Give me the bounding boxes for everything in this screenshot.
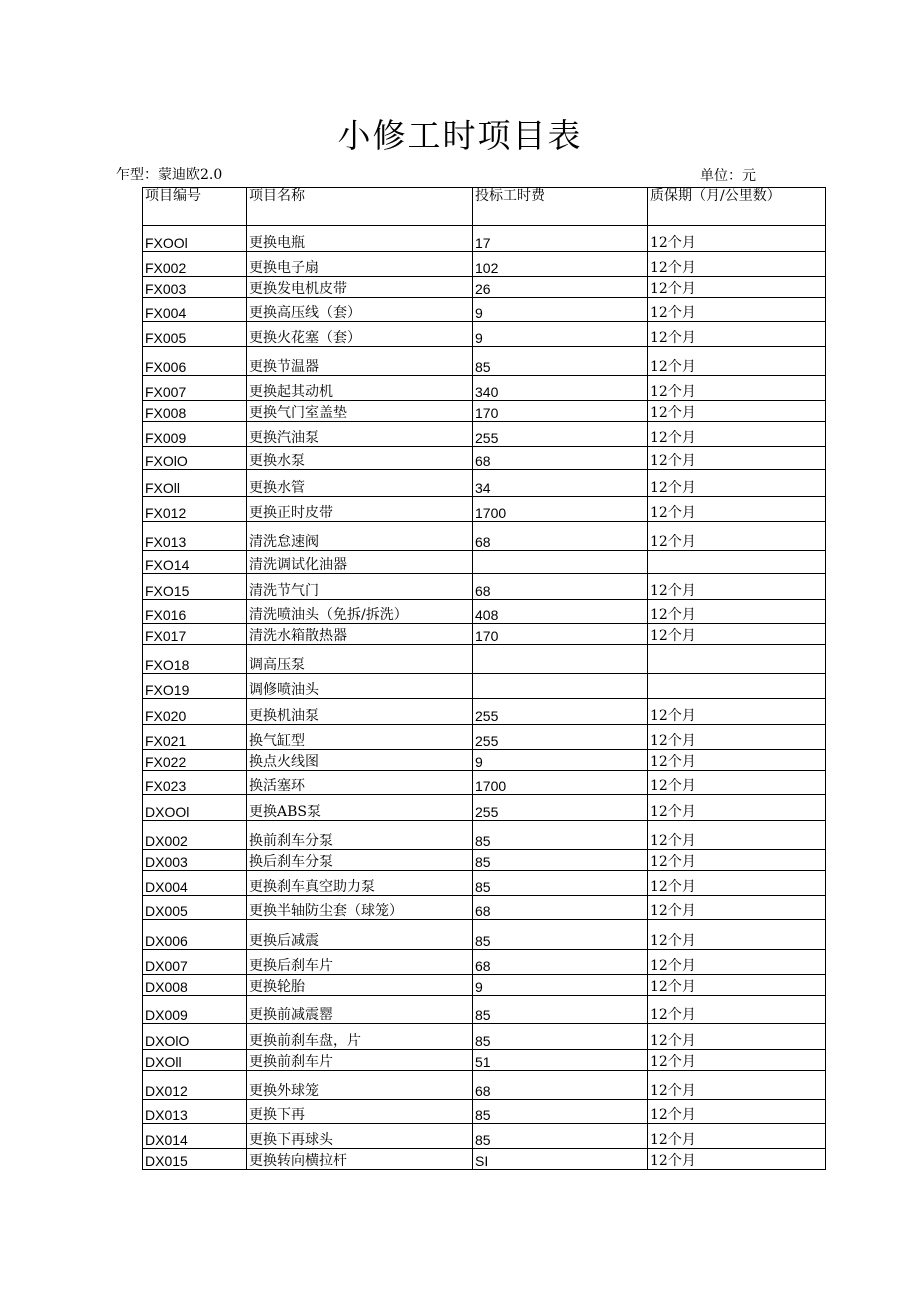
table-row bbox=[143, 1124, 826, 1149]
item-code: FXO15 bbox=[143, 574, 247, 600]
item-code: FX022 bbox=[143, 750, 247, 771]
item-name: 更换前减震罂 bbox=[247, 996, 473, 1024]
item-warranty: 12个月 bbox=[648, 896, 826, 920]
item-code: FXO14 bbox=[143, 551, 247, 574]
header-name: 项目名称 bbox=[247, 188, 473, 226]
item-name: 换气缸型 bbox=[247, 725, 473, 750]
item-code: FX013 bbox=[143, 522, 247, 551]
item-fee: 9 bbox=[473, 975, 648, 996]
item-name: 更换水泵 bbox=[247, 447, 473, 470]
item-code: FXO19 bbox=[143, 674, 247, 699]
item-code: FX008 bbox=[143, 401, 247, 422]
item-fee: 255 bbox=[473, 795, 648, 821]
table-row bbox=[143, 1071, 826, 1100]
item-warranty bbox=[648, 645, 826, 674]
item-fee: 170 bbox=[473, 401, 648, 422]
item-code: FXOlO bbox=[143, 447, 247, 470]
table-row bbox=[143, 975, 826, 996]
table-row bbox=[143, 226, 826, 252]
item-code: DXOll bbox=[143, 1050, 247, 1071]
item-fee: 68 bbox=[473, 896, 648, 920]
table-row bbox=[143, 896, 826, 920]
item-code: DX002 bbox=[143, 821, 247, 850]
item-name: 换活塞环 bbox=[247, 771, 473, 795]
item-name: 更换半轴防尘套（球笼） bbox=[247, 896, 473, 920]
item-warranty: 12个月 bbox=[648, 1071, 826, 1100]
item-code: DX006 bbox=[143, 920, 247, 950]
item-fee: 85 bbox=[473, 850, 648, 871]
item-fee: 408 bbox=[473, 600, 648, 624]
item-code: DX004 bbox=[143, 871, 247, 896]
table-row bbox=[143, 347, 826, 376]
item-code: DXOlO bbox=[143, 1024, 247, 1050]
item-name: 更换前刹车片 bbox=[247, 1050, 473, 1071]
table-row bbox=[143, 376, 826, 401]
item-fee: 85 bbox=[473, 1124, 648, 1149]
table-row bbox=[143, 920, 826, 950]
item-fee bbox=[473, 674, 648, 699]
item-warranty: 12个月 bbox=[648, 725, 826, 750]
header-warranty: 质保期（月/公里数） bbox=[648, 188, 826, 226]
item-fee: 9 bbox=[473, 298, 648, 322]
item-warranty: 12个月 bbox=[648, 1100, 826, 1124]
item-name: 更换起其动机 bbox=[247, 376, 473, 401]
header-fee: 投标工时费 bbox=[473, 188, 648, 226]
item-fee: 85 bbox=[473, 920, 648, 950]
item-code: DX007 bbox=[143, 950, 247, 975]
table-row bbox=[143, 771, 826, 795]
item-fee: 68 bbox=[473, 950, 648, 975]
item-code: FX002 bbox=[143, 252, 247, 277]
item-warranty: 12个月 bbox=[648, 447, 826, 470]
item-name: 换后刹车分泵 bbox=[247, 850, 473, 871]
item-name: 更换转向横拉杆 bbox=[247, 1149, 473, 1170]
table-row bbox=[143, 750, 826, 771]
table-row bbox=[143, 645, 826, 674]
item-code: DXOOl bbox=[143, 795, 247, 821]
item-code: FX005 bbox=[143, 322, 247, 347]
item-fee: 85 bbox=[473, 1100, 648, 1124]
item-warranty: 12个月 bbox=[648, 470, 826, 497]
item-code: FX021 bbox=[143, 725, 247, 750]
item-warranty: 12个月 bbox=[648, 699, 826, 725]
item-code: FXOll bbox=[143, 470, 247, 497]
item-code: FX012 bbox=[143, 497, 247, 522]
item-warranty: 12个月 bbox=[648, 950, 826, 975]
item-fee: 170 bbox=[473, 624, 648, 645]
item-fee: 1700 bbox=[473, 497, 648, 522]
item-fee: 340 bbox=[473, 376, 648, 401]
item-warranty: 12个月 bbox=[648, 226, 826, 252]
table-row bbox=[143, 470, 826, 497]
item-warranty: 12个月 bbox=[648, 600, 826, 624]
table-row bbox=[143, 298, 826, 322]
table-header-row bbox=[143, 188, 826, 226]
table-row bbox=[143, 574, 826, 600]
item-warranty: 12个月 bbox=[648, 1149, 826, 1170]
item-fee: 26 bbox=[473, 277, 648, 298]
item-code: FX009 bbox=[143, 422, 247, 447]
item-warranty: 12个月 bbox=[648, 1050, 826, 1071]
item-fee: 68 bbox=[473, 574, 648, 600]
item-name: 清洗怠速阀 bbox=[247, 522, 473, 551]
item-name: 换前刹车分泵 bbox=[247, 821, 473, 850]
table-row bbox=[143, 401, 826, 422]
item-name: 更换下再 bbox=[247, 1100, 473, 1124]
item-code: DX013 bbox=[143, 1100, 247, 1124]
item-warranty: 12个月 bbox=[648, 750, 826, 771]
table-row bbox=[143, 422, 826, 447]
item-code: DX009 bbox=[143, 996, 247, 1024]
item-code: FX003 bbox=[143, 277, 247, 298]
page-title: 小修工时项目表 bbox=[337, 116, 583, 155]
item-fee: 102 bbox=[473, 252, 648, 277]
item-warranty: 12个月 bbox=[648, 1024, 826, 1050]
item-fee: 255 bbox=[473, 725, 648, 750]
item-fee: 68 bbox=[473, 1071, 648, 1100]
item-warranty: 12个月 bbox=[648, 347, 826, 376]
table-row bbox=[143, 252, 826, 277]
item-fee: 68 bbox=[473, 522, 648, 551]
item-code: FX023 bbox=[143, 771, 247, 795]
item-name: 调修喷油头 bbox=[247, 674, 473, 699]
item-fee: 255 bbox=[473, 699, 648, 725]
currency-unit: 单位：元 bbox=[700, 168, 756, 184]
item-name: 更换下再球头 bbox=[247, 1124, 473, 1149]
item-warranty: 12个月 bbox=[648, 821, 826, 850]
item-warranty: 12个月 bbox=[648, 1124, 826, 1149]
table-row bbox=[143, 322, 826, 347]
item-warranty: 12个月 bbox=[648, 850, 826, 871]
item-warranty: 12个月 bbox=[648, 975, 826, 996]
item-name: 更换ABS泵 bbox=[247, 795, 473, 821]
table-row bbox=[143, 871, 826, 896]
table-row bbox=[143, 996, 826, 1024]
item-code: FX017 bbox=[143, 624, 247, 645]
item-code: FX016 bbox=[143, 600, 247, 624]
table-row bbox=[143, 277, 826, 298]
table-row bbox=[143, 497, 826, 522]
item-fee: 85 bbox=[473, 347, 648, 376]
item-warranty: 12个月 bbox=[648, 795, 826, 821]
item-code: DX008 bbox=[143, 975, 247, 996]
item-fee bbox=[473, 551, 648, 574]
item-code: DX014 bbox=[143, 1124, 247, 1149]
item-warranty: 12个月 bbox=[648, 401, 826, 422]
item-name: 更换机油泵 bbox=[247, 699, 473, 725]
table-row bbox=[143, 447, 826, 470]
labor-hours-table bbox=[142, 187, 826, 1170]
item-name: 更换高压线（套） bbox=[247, 298, 473, 322]
item-fee: 85 bbox=[473, 1024, 648, 1050]
table-row bbox=[143, 1100, 826, 1124]
item-warranty: 12个月 bbox=[648, 871, 826, 896]
item-code: DX012 bbox=[143, 1071, 247, 1100]
vehicle-model: 乍型：蒙迪欧2.0 bbox=[116, 167, 223, 183]
item-code: FX007 bbox=[143, 376, 247, 401]
item-fee: 17 bbox=[473, 226, 648, 252]
item-fee: 1700 bbox=[473, 771, 648, 795]
item-warranty: 12个月 bbox=[648, 624, 826, 645]
item-name: 更换后刹车片 bbox=[247, 950, 473, 975]
item-name: 更换气门室盖垫 bbox=[247, 401, 473, 422]
item-warranty: 12个月 bbox=[648, 298, 826, 322]
table-row bbox=[143, 674, 826, 699]
item-fee bbox=[473, 645, 648, 674]
table-row bbox=[143, 1050, 826, 1071]
item-name: 更换水管 bbox=[247, 470, 473, 497]
item-name: 更换前刹车盘，片 bbox=[247, 1024, 473, 1050]
table-row bbox=[143, 624, 826, 645]
table-row bbox=[143, 600, 826, 624]
item-warranty bbox=[648, 551, 826, 574]
item-name: 更换发电机皮带 bbox=[247, 277, 473, 298]
table-row bbox=[143, 699, 826, 725]
item-code: FXO18 bbox=[143, 645, 247, 674]
item-name: 更换后减震 bbox=[247, 920, 473, 950]
item-name: 清洗调试化油器 bbox=[247, 551, 473, 574]
item-warranty: 12个月 bbox=[648, 376, 826, 401]
item-fee: 85 bbox=[473, 821, 648, 850]
item-warranty: 12个月 bbox=[648, 322, 826, 347]
table-row bbox=[143, 1149, 826, 1170]
item-name: 更换火花塞（套） bbox=[247, 322, 473, 347]
item-code: FX004 bbox=[143, 298, 247, 322]
item-name: 调高压泵 bbox=[247, 645, 473, 674]
item-warranty: 12个月 bbox=[648, 497, 826, 522]
item-code: FXOOl bbox=[143, 226, 247, 252]
item-fee: 85 bbox=[473, 871, 648, 896]
item-code: FX006 bbox=[143, 347, 247, 376]
item-fee: 68 bbox=[473, 447, 648, 470]
item-fee: 85 bbox=[473, 996, 648, 1024]
item-warranty: 12个月 bbox=[648, 422, 826, 447]
item-name: 更换电子扇 bbox=[247, 252, 473, 277]
item-warranty: 12个月 bbox=[648, 771, 826, 795]
item-name: 更换汽油泵 bbox=[247, 422, 473, 447]
item-fee: 51 bbox=[473, 1050, 648, 1071]
item-name: 更换正时皮带 bbox=[247, 497, 473, 522]
item-name: 清洗水箱散热器 bbox=[247, 624, 473, 645]
item-name: 更换刹车真空助力泵 bbox=[247, 871, 473, 896]
item-code: DX015 bbox=[143, 1149, 247, 1170]
table-row bbox=[143, 821, 826, 850]
table-row bbox=[143, 795, 826, 821]
item-code: FX020 bbox=[143, 699, 247, 725]
header-code: 项目编号 bbox=[143, 188, 247, 226]
item-warranty: 12个月 bbox=[648, 920, 826, 950]
item-name: 更换轮胎 bbox=[247, 975, 473, 996]
item-name: 更换节温器 bbox=[247, 347, 473, 376]
item-fee: 9 bbox=[473, 322, 648, 347]
item-name: 换点火线图 bbox=[247, 750, 473, 771]
item-fee: 9 bbox=[473, 750, 648, 771]
item-warranty: 12个月 bbox=[648, 277, 826, 298]
table-row bbox=[143, 725, 826, 750]
item-code: DX003 bbox=[143, 850, 247, 871]
item-code: DX005 bbox=[143, 896, 247, 920]
item-name: 更换电瓶 bbox=[247, 226, 473, 252]
item-warranty: 12个月 bbox=[648, 996, 826, 1024]
item-name: 清洗喷油头（免拆/拆洗） bbox=[247, 600, 473, 624]
item-fee: 255 bbox=[473, 422, 648, 447]
item-warranty: 12个月 bbox=[648, 574, 826, 600]
item-warranty bbox=[648, 674, 826, 699]
item-warranty: 12个月 bbox=[648, 522, 826, 551]
item-warranty: 12个月 bbox=[648, 252, 826, 277]
table-row bbox=[143, 522, 826, 551]
item-fee: 34 bbox=[473, 470, 648, 497]
item-name: 清洗节气门 bbox=[247, 574, 473, 600]
item-fee: SI bbox=[473, 1149, 648, 1170]
table-row bbox=[143, 850, 826, 871]
table-row bbox=[143, 1024, 826, 1050]
table-row bbox=[143, 950, 826, 975]
table-row bbox=[143, 551, 826, 574]
item-name: 更换外球笼 bbox=[247, 1071, 473, 1100]
